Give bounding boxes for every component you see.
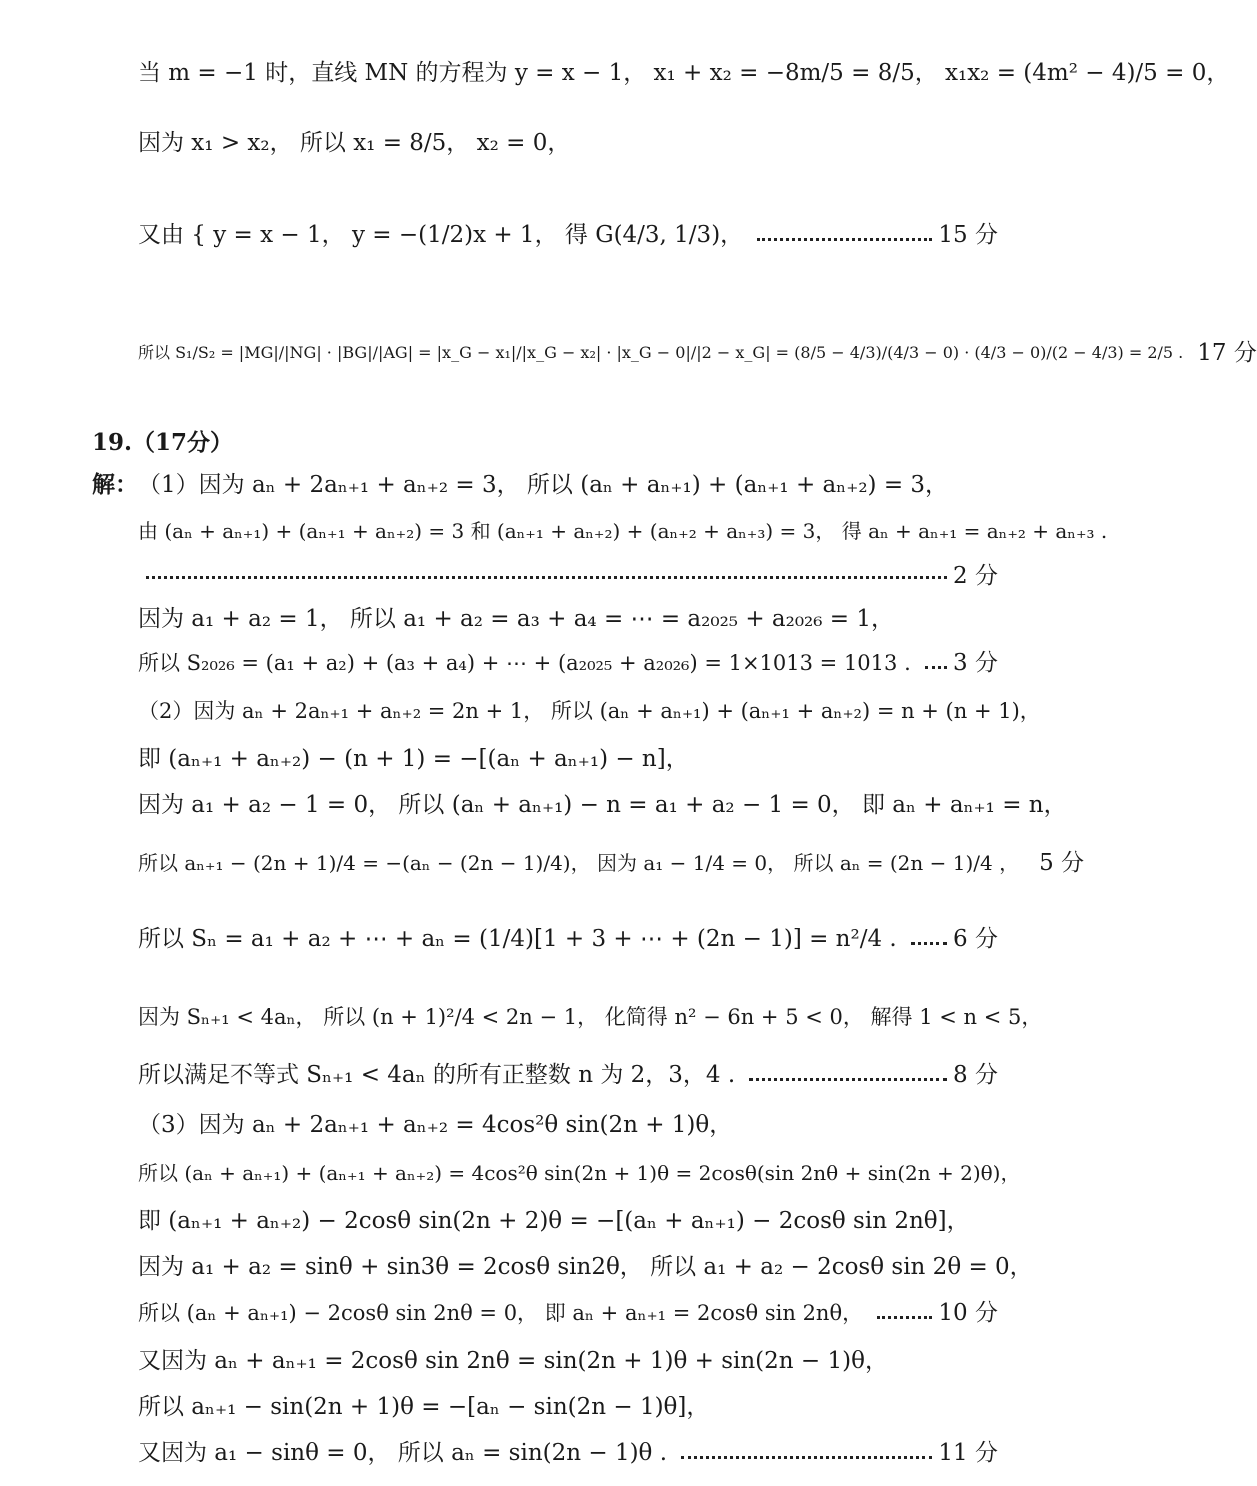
p19-2g [138, 1060, 998, 1090]
p18-line-4-text: 所以 S₁/S₂ = |MG|/|NG| · |BG|/|AG| = |x_G − x₁|/|x_G − x₂| · |x_G − 0|/|2 − x_G| = (8/5 − 4/3)/(4/3 − 0) · (4/3 − 0)/(2 − 4/3) = 2/5 . [138, 343, 1184, 362]
dotted-leader [757, 238, 932, 241]
p19-3f [138, 1346, 998, 1376]
p19-3b-text: 所以 (aₙ + aₙ₊₁) + (aₙ₊₁ + aₙ₊₂) = 4cos²θ sin(2n + 1)θ = 2cosθ(sin 2nθ + sin(2n + 2)θ)， [138, 1161, 1021, 1185]
p19-3g-text: 所以 aₙ₊₁ − sin(2n + 1)θ = −[aₙ − sin(2n − 1)θ]， [138, 1394, 710, 1420]
p19-1b [138, 516, 1108, 546]
dotted-leader [911, 942, 947, 945]
p19-1c-text: 因为 a₁ + a₂ = 1， 所以 a₁ + a₂ = a₃ + a₄ = ⋯ = a₂₀₂₅ + a₂₀₂₆ = 1， [138, 606, 895, 632]
p19-2b-text: 即 (aₙ₊₁ + aₙ₊₂) − (n + 1) = −[(aₙ + aₙ₊₁) − n]， [138, 746, 689, 772]
p19-3h [138, 1438, 998, 1468]
score-11: 11 分 [938, 1440, 998, 1466]
score-6: 6 分 [953, 926, 998, 952]
p19-2e [138, 924, 998, 954]
p18-line-3 [138, 220, 998, 250]
problem-19-header: 19.（17分） [92, 429, 234, 456]
p19-2a [138, 696, 1041, 726]
p18-line-3-text: 又由 { y = x − 1， y = −(1/2)x + 1， 得 G(4/3, 1/3)， [138, 222, 744, 248]
p19-1d [138, 648, 998, 678]
p19-2f [138, 1002, 1043, 1032]
p19-2g-text: 所以满足不等式 Sₙ₊₁ < 4aₙ 的所有正整数 n 为 2，3，4 . [138, 1062, 736, 1088]
p19-1b-text: 由 (aₙ + aₙ₊₁) + (aₙ₊₁ + aₙ₊₂) = 3 和 (aₙ₊₁ + aₙ₊₂) + (aₙ₊₂ + aₙ₊₃) = 3， 得 aₙ + aₙ₊₁ = aₙ₊₂ + aₙ₊₃ . [138, 519, 1108, 543]
p19-2a-text: （2）因为 aₙ + 2aₙ₊₁ + aₙ₊₂ = 2n + 1， 所以 (aₙ + aₙ₊₁) + (aₙ₊₁ + aₙ₊₂) = n + (n + 1)， [138, 699, 1041, 723]
p19-3c [138, 1206, 998, 1236]
score-15: 15 分 [938, 222, 998, 248]
score-3: 3 分 [953, 650, 998, 676]
p19-2c-text: 因为 a₁ + a₂ − 1 = 0， 所以 (aₙ + aₙ₊₁) − n = a₁ + a₂ − 1 = 0， 即 aₙ + aₙ₊₁ = n， [138, 792, 1067, 818]
score-17: 17 分 [1197, 340, 1257, 366]
p19-3a [138, 1110, 998, 1140]
p19-2d-text: 所以 aₙ₊₁ − (2n + 1)/4 = −(aₙ − (2n − 1)/4)， 因为 a₁ − 1/4 = 0， 所以 aₙ = (2n − 1)/4 ， [138, 851, 1020, 875]
p19-3a-text: （3）因为 aₙ + 2aₙ₊₁ + aₙ₊₂ = 4cos²θ sin(2n + 1)θ， [138, 1112, 733, 1138]
p19-3d [138, 1252, 1033, 1282]
score-5: 5 分 [1039, 850, 1085, 876]
p19-3c-text: 即 (aₙ₊₁ + aₙ₊₂) − 2cosθ sin(2n + 2)θ = −[(aₙ + aₙ₊₁) − 2cosθ sin 2nθ]， [138, 1208, 970, 1234]
p18-line-2 [138, 128, 998, 158]
p19-3h-text: 又因为 a₁ − sinθ = 0， 所以 aₙ = sin(2n − 1)θ . [138, 1440, 668, 1466]
p19-3d-text: 因为 a₁ + a₂ = sinθ + sin3θ = 2cosθ sin2θ， 所以 a₁ + a₂ − 2cosθ sin 2θ = 0， [138, 1254, 1033, 1280]
p19-1a [138, 470, 998, 500]
dotted-leader [925, 666, 947, 669]
score-8: 8 分 [953, 1062, 998, 1088]
p19-1d-text: 所以 S₂₀₂₆ = (a₁ + a₂) + (a₃ + a₄) + ⋯ + (a₂₀₂₅ + a₂₀₂₆) = 1×1013 = 1013 . [138, 651, 911, 675]
p18-line-2-text: 因为 x₁ > x₂， 所以 x₁ = 8/5， x₂ = 0， [138, 130, 571, 156]
p19-3e [138, 1298, 998, 1328]
score-2: 2 分 [953, 562, 998, 589]
solution-label: 解： [92, 471, 138, 498]
p19-3b [138, 1158, 1021, 1188]
p19-1a-text: （1）因为 aₙ + 2aₙ₊₁ + aₙ₊₂ = 3， 所以 (aₙ + aₙ₊₁) + (aₙ₊₁ + aₙ₊₂) = 3， [138, 472, 949, 498]
p19-3e-text: 所以 (aₙ + aₙ₊₁) − 2cosθ sin 2nθ = 0， 即 aₙ + aₙ₊₁ = 2cosθ sin 2nθ， [138, 1301, 864, 1325]
p18-line-1-text: 当 m = −1 时，直线 MN 的方程为 y = x − 1， x₁ + x₂ = −8m/5 = 8/5， x₁x₂ = (4m² − 4)/5 = 0， [138, 60, 1230, 86]
p19-2c [138, 790, 1067, 820]
p18-line-4 [138, 338, 1257, 368]
p19-1c [138, 604, 998, 634]
score-10: 10 分 [938, 1300, 998, 1326]
dotted-leader [681, 1456, 932, 1459]
p19-2b [138, 744, 998, 774]
p19-2e-text: 所以 Sₙ = a₁ + a₂ + ⋯ + aₙ = (1/4)[1 + 3 + ⋯ + (2n − 1)] = n²/4 . [138, 926, 897, 952]
p19-1b-leader-row [146, 558, 998, 588]
p19-3f-text: 又因为 aₙ + aₙ₊₁ = 2cosθ sin 2nθ = sin(2n + 1)θ + sin(2n − 1)θ， [138, 1348, 888, 1374]
p19-2d [138, 848, 1085, 878]
p18-line-1 [138, 58, 1230, 88]
p19-2f-text: 因为 Sₙ₊₁ < 4aₙ， 所以 (n + 1)²/4 < 2n − 1， 化简得 n² − 6n + 5 < 0， 解得 1 < n < 5， [138, 1005, 1043, 1029]
p19-3g [138, 1392, 998, 1422]
dotted-leader [749, 1078, 947, 1081]
dotted-leader [146, 576, 947, 579]
dotted-leader [877, 1316, 932, 1319]
